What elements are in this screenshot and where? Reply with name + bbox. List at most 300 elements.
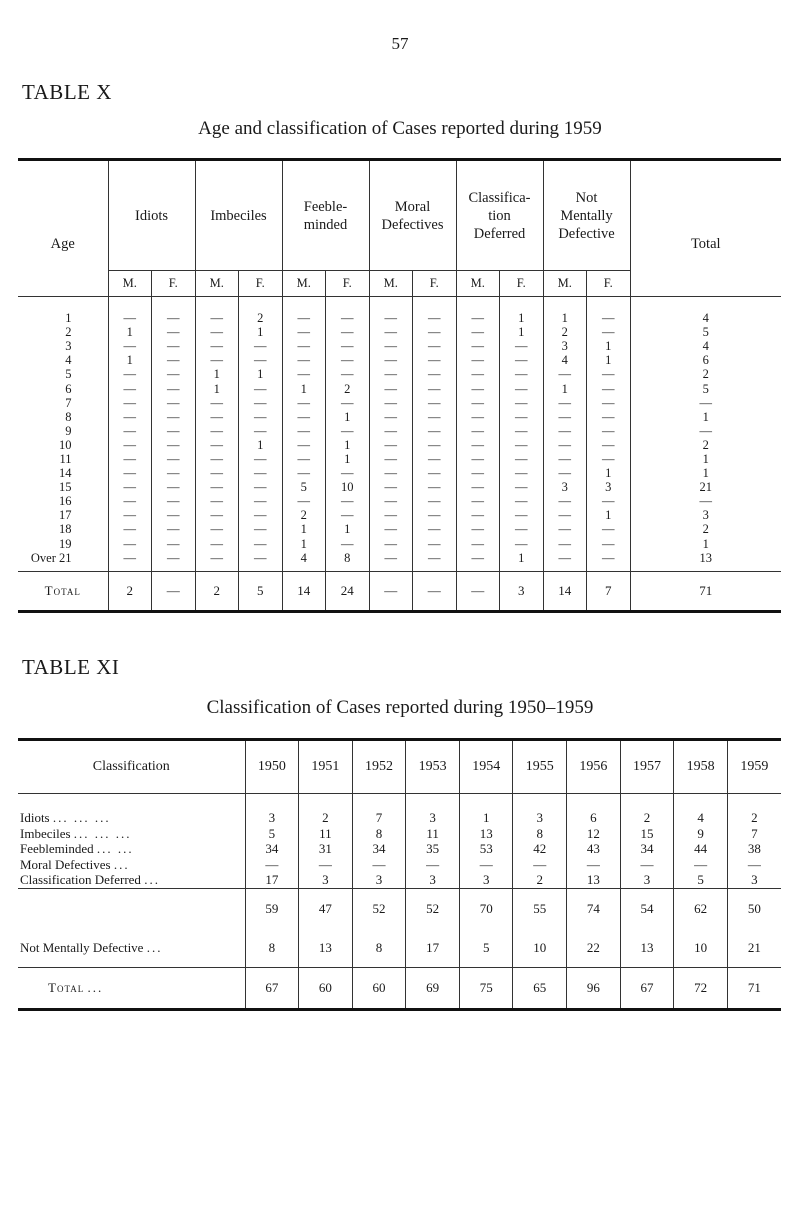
count-cell: — bbox=[152, 438, 196, 452]
subtotal-value: 70 bbox=[459, 888, 513, 929]
page-number: 57 bbox=[391, 34, 409, 53]
count-cell: — bbox=[500, 396, 544, 410]
count-cell: 1 bbox=[587, 353, 631, 367]
year-header: 1953 bbox=[406, 740, 460, 794]
count-cell: — bbox=[543, 367, 587, 381]
total-row-cell: 2 bbox=[195, 571, 239, 611]
age-cell: 17 bbox=[59, 508, 72, 523]
count-cell: — bbox=[239, 522, 283, 536]
count-cell: — bbox=[413, 339, 457, 353]
table-row bbox=[18, 857, 781, 873]
total-cell: — bbox=[630, 396, 781, 410]
count-cell: — bbox=[108, 452, 152, 466]
age-cell: 15 bbox=[59, 480, 72, 495]
age-cell: Over 21 bbox=[30, 550, 72, 565]
year-value: 2 bbox=[299, 794, 353, 826]
total-cell: 1 bbox=[630, 537, 781, 551]
count-cell: — bbox=[369, 297, 413, 326]
count-cell: 5 bbox=[282, 480, 326, 494]
year-value: 67 bbox=[245, 967, 299, 1009]
sex-header-m: M. bbox=[369, 271, 413, 297]
age-cell: 2 bbox=[65, 325, 72, 340]
count-cell: — bbox=[413, 494, 457, 508]
count-cell: — bbox=[500, 438, 544, 452]
year-header: 1956 bbox=[567, 740, 621, 794]
count-cell: 1 bbox=[587, 508, 631, 522]
year-value: 5 bbox=[674, 872, 728, 888]
total-row-cell: — bbox=[456, 571, 500, 611]
year-value: 34 bbox=[352, 841, 406, 857]
subtotal-value: 55 bbox=[513, 888, 567, 929]
subtotal-value: 47 bbox=[299, 888, 353, 929]
table-row bbox=[18, 339, 781, 353]
total-row-cell: 2 bbox=[108, 571, 152, 611]
table-row bbox=[18, 537, 781, 551]
year-value: 5 bbox=[245, 826, 299, 842]
count-cell: — bbox=[326, 325, 370, 339]
count-cell: — bbox=[326, 353, 370, 367]
age-cell: 8 bbox=[65, 409, 72, 424]
count-cell: — bbox=[413, 381, 457, 395]
table-x-label: TABLE X bbox=[22, 80, 112, 104]
count-cell: — bbox=[413, 325, 457, 339]
total-row-cell: — bbox=[152, 571, 196, 611]
table-row bbox=[18, 967, 781, 1009]
count-cell: — bbox=[369, 551, 413, 572]
classification-cell bbox=[18, 872, 245, 888]
table-row bbox=[18, 551, 781, 572]
count-cell: — bbox=[108, 381, 152, 395]
count-cell: — bbox=[500, 522, 544, 536]
year-value: 75 bbox=[459, 967, 513, 1009]
sex-header-f: F. bbox=[500, 271, 544, 297]
table-row bbox=[18, 522, 781, 536]
count-cell: 1 bbox=[500, 325, 544, 339]
classification-cell bbox=[18, 826, 245, 842]
count-cell: — bbox=[239, 339, 283, 353]
count-cell: — bbox=[456, 424, 500, 438]
count-cell: — bbox=[456, 537, 500, 551]
count-cell: — bbox=[369, 424, 413, 438]
count-cell: — bbox=[108, 367, 152, 381]
year-value: 22 bbox=[567, 929, 621, 968]
year-value: 13 bbox=[567, 872, 621, 888]
count-cell: — bbox=[195, 410, 239, 424]
count-cell: — bbox=[369, 537, 413, 551]
total-cell: 2 bbox=[630, 522, 781, 536]
count-cell: — bbox=[413, 551, 457, 572]
year-value: — bbox=[513, 857, 567, 873]
count-cell: 2 bbox=[543, 325, 587, 339]
year-value: 60 bbox=[352, 967, 406, 1009]
count-cell: — bbox=[369, 396, 413, 410]
year-value: 3 bbox=[352, 872, 406, 888]
year-value: 21 bbox=[727, 929, 781, 968]
table-row bbox=[18, 480, 781, 494]
table-xi-caption: Classification of Cases reported during 1950–1959 bbox=[206, 697, 594, 718]
count-cell: — bbox=[152, 353, 196, 367]
year-value: — bbox=[299, 857, 353, 873]
age-cell: 9 bbox=[65, 423, 72, 438]
count-cell: — bbox=[543, 396, 587, 410]
total-row-cell: — bbox=[413, 571, 457, 611]
count-cell: 2 bbox=[326, 381, 370, 395]
count-cell: 1 bbox=[587, 339, 631, 353]
count-cell: — bbox=[456, 466, 500, 480]
count-cell: — bbox=[152, 522, 196, 536]
year-value: 3 bbox=[406, 872, 460, 888]
year-value: 5 bbox=[459, 929, 513, 968]
count-cell: — bbox=[152, 325, 196, 339]
sex-header-m: M. bbox=[195, 271, 239, 297]
year-value: 2 bbox=[727, 794, 781, 826]
year-value: 3 bbox=[459, 872, 513, 888]
count-cell: 1 bbox=[326, 438, 370, 452]
sex-header-f: F. bbox=[239, 271, 283, 297]
year-value: 53 bbox=[459, 841, 513, 857]
count-cell: — bbox=[587, 551, 631, 572]
year-value: 3 bbox=[513, 794, 567, 826]
count-cell: — bbox=[326, 466, 370, 480]
year-value: 65 bbox=[513, 967, 567, 1009]
total-row-cell: 14 bbox=[282, 571, 326, 611]
total-cell: 1 bbox=[630, 452, 781, 466]
count-cell: — bbox=[413, 508, 457, 522]
year-value: — bbox=[567, 857, 621, 873]
total-cell: 13 bbox=[630, 551, 781, 572]
count-cell: — bbox=[369, 410, 413, 424]
count-cell: — bbox=[456, 522, 500, 536]
table-row bbox=[18, 872, 781, 888]
count-cell: — bbox=[456, 325, 500, 339]
count-cell: — bbox=[282, 438, 326, 452]
table-row bbox=[18, 381, 781, 395]
group-header: Classifica- tion Deferred bbox=[456, 160, 543, 271]
count-cell: — bbox=[587, 297, 631, 326]
count-cell: 1 bbox=[500, 551, 544, 572]
year-value: 3 bbox=[299, 872, 353, 888]
group-header: Not Mentally Defective bbox=[543, 160, 630, 271]
table-x bbox=[18, 158, 781, 613]
year-value: 43 bbox=[567, 841, 621, 857]
count-cell: 1 bbox=[282, 522, 326, 536]
count-cell: — bbox=[500, 367, 544, 381]
count-cell: — bbox=[500, 494, 544, 508]
count-cell: 1 bbox=[543, 297, 587, 326]
total-cell: 2 bbox=[630, 367, 781, 381]
table-row bbox=[18, 297, 781, 326]
count-cell: — bbox=[152, 297, 196, 326]
total-cell: 21 bbox=[630, 480, 781, 494]
count-cell: — bbox=[108, 508, 152, 522]
year-value: — bbox=[245, 857, 299, 873]
year-header: 1950 bbox=[245, 740, 299, 794]
count-cell: — bbox=[108, 339, 152, 353]
total-row-cell: 71 bbox=[630, 571, 781, 611]
count-cell: 1 bbox=[326, 410, 370, 424]
count-cell: — bbox=[108, 522, 152, 536]
table-row bbox=[18, 494, 781, 508]
count-cell: — bbox=[326, 297, 370, 326]
year-value: 9 bbox=[674, 826, 728, 842]
year-value: 17 bbox=[245, 872, 299, 888]
classification-header: Classification bbox=[18, 740, 245, 794]
count-cell: — bbox=[543, 508, 587, 522]
age-cell: 14 bbox=[59, 466, 72, 481]
year-value: — bbox=[727, 857, 781, 873]
year-value: — bbox=[406, 857, 460, 873]
count-cell: — bbox=[282, 424, 326, 438]
table-row bbox=[18, 794, 781, 826]
count-cell: — bbox=[282, 367, 326, 381]
count-cell: — bbox=[500, 339, 544, 353]
total-row-cell: 7 bbox=[587, 571, 631, 611]
count-cell: — bbox=[413, 297, 457, 326]
count-cell: — bbox=[239, 410, 283, 424]
year-value: 8 bbox=[513, 826, 567, 842]
count-cell: — bbox=[326, 494, 370, 508]
total-cell: — bbox=[630, 494, 781, 508]
count-cell: — bbox=[543, 438, 587, 452]
age-cell: 5 bbox=[65, 367, 72, 382]
count-cell: — bbox=[543, 424, 587, 438]
count-cell: — bbox=[543, 410, 587, 424]
table-row bbox=[18, 325, 781, 339]
count-cell: — bbox=[152, 339, 196, 353]
table-row bbox=[18, 452, 781, 466]
count-cell: — bbox=[413, 396, 457, 410]
count-cell: 1 bbox=[282, 537, 326, 551]
count-cell: — bbox=[369, 381, 413, 395]
count-cell: — bbox=[413, 353, 457, 367]
sex-header-m: M. bbox=[543, 271, 587, 297]
count-cell: — bbox=[282, 494, 326, 508]
count-cell: — bbox=[282, 466, 326, 480]
count-cell: — bbox=[282, 325, 326, 339]
count-cell: — bbox=[239, 466, 283, 480]
count-cell: — bbox=[369, 438, 413, 452]
year-header: 1951 bbox=[299, 740, 353, 794]
count-cell: — bbox=[195, 508, 239, 522]
count-cell: 1 bbox=[326, 522, 370, 536]
total-cell: 5 bbox=[630, 381, 781, 395]
sex-header-f: F. bbox=[413, 271, 457, 297]
age-cell: 18 bbox=[59, 522, 72, 537]
count-cell: — bbox=[152, 537, 196, 551]
sex-header-f: F. bbox=[587, 271, 631, 297]
age-cell: 11 bbox=[59, 451, 72, 466]
count-cell: — bbox=[239, 508, 283, 522]
subtotal-value: 74 bbox=[567, 888, 621, 929]
year-value: 3 bbox=[406, 794, 460, 826]
year-value: 15 bbox=[620, 826, 674, 842]
total-cell: 3 bbox=[630, 508, 781, 522]
count-cell: — bbox=[587, 424, 631, 438]
count-cell: — bbox=[195, 438, 239, 452]
count-cell: — bbox=[413, 480, 457, 494]
count-cell: — bbox=[195, 522, 239, 536]
count-cell: — bbox=[195, 452, 239, 466]
count-cell: — bbox=[369, 480, 413, 494]
count-cell: — bbox=[195, 537, 239, 551]
count-cell: — bbox=[108, 396, 152, 410]
classification-name: Moral Defectives bbox=[20, 856, 111, 872]
total-cell: 4 bbox=[630, 297, 781, 326]
classification-name: Imbeciles bbox=[20, 825, 71, 841]
table-row bbox=[18, 410, 781, 424]
count-cell: — bbox=[456, 508, 500, 522]
year-value: 31 bbox=[299, 841, 353, 857]
leader-dots: ... ... ... bbox=[52, 810, 111, 825]
age-cell: 1 bbox=[65, 311, 72, 326]
group-header: Moral Defectives bbox=[369, 160, 456, 271]
count-cell: — bbox=[326, 537, 370, 551]
count-cell: — bbox=[500, 381, 544, 395]
table-row bbox=[18, 929, 781, 968]
age-cell: 3 bbox=[65, 339, 72, 354]
group-header: Imbeciles bbox=[195, 160, 282, 271]
count-cell: — bbox=[239, 494, 283, 508]
table-row bbox=[18, 424, 781, 438]
classification-cell bbox=[18, 794, 245, 826]
year-value: 44 bbox=[674, 841, 728, 857]
year-value: 67 bbox=[620, 967, 674, 1009]
year-value: 60 bbox=[299, 967, 353, 1009]
count-cell: — bbox=[108, 480, 152, 494]
group-header: Feeble- minded bbox=[282, 160, 369, 271]
group-header: Idiots bbox=[108, 160, 195, 271]
year-header: 1957 bbox=[620, 740, 674, 794]
age-header: Age bbox=[18, 160, 108, 297]
count-cell: 3 bbox=[587, 480, 631, 494]
count-cell: — bbox=[413, 537, 457, 551]
year-value: 7 bbox=[352, 794, 406, 826]
count-cell: — bbox=[195, 353, 239, 367]
count-cell: — bbox=[108, 297, 152, 326]
count-cell: — bbox=[500, 508, 544, 522]
sex-header-f: F. bbox=[152, 271, 196, 297]
count-cell: 4 bbox=[282, 551, 326, 572]
subtotal-value: 52 bbox=[352, 888, 406, 929]
year-header: 1955 bbox=[513, 740, 567, 794]
leader-dots: ... bbox=[113, 856, 130, 872]
year-value: 2 bbox=[620, 794, 674, 826]
year-value: 72 bbox=[674, 967, 728, 1009]
year-value: 6 bbox=[567, 794, 621, 826]
count-cell: — bbox=[543, 537, 587, 551]
total-cell: 4 bbox=[630, 339, 781, 353]
year-value: — bbox=[620, 857, 674, 873]
count-cell: — bbox=[369, 339, 413, 353]
year-header: 1959 bbox=[727, 740, 781, 794]
leader-dots: ... ... bbox=[96, 841, 134, 856]
count-cell: — bbox=[456, 480, 500, 494]
classification-name: Classification Deferred bbox=[20, 872, 141, 887]
count-cell: — bbox=[456, 438, 500, 452]
year-value: 34 bbox=[620, 841, 674, 857]
count-cell: — bbox=[326, 424, 370, 438]
count-cell: — bbox=[152, 367, 196, 381]
table-row bbox=[18, 367, 781, 381]
table-row bbox=[18, 466, 781, 480]
year-value: — bbox=[459, 857, 513, 873]
count-cell: — bbox=[152, 480, 196, 494]
count-cell: 1 bbox=[587, 466, 631, 480]
total-row-cell: 3 bbox=[500, 571, 544, 611]
total-cell: 1 bbox=[630, 410, 781, 424]
count-cell: — bbox=[152, 466, 196, 480]
count-cell: — bbox=[326, 396, 370, 410]
count-cell: — bbox=[500, 480, 544, 494]
count-cell: — bbox=[369, 494, 413, 508]
count-cell: — bbox=[413, 438, 457, 452]
count-cell: — bbox=[282, 396, 326, 410]
age-cell: 7 bbox=[65, 395, 72, 410]
count-cell: — bbox=[152, 396, 196, 410]
total-cell: 1 bbox=[630, 466, 781, 480]
count-cell: — bbox=[500, 466, 544, 480]
count-cell: — bbox=[456, 381, 500, 395]
total-row-cell: 24 bbox=[326, 571, 370, 611]
year-value: 8 bbox=[352, 826, 406, 842]
count-cell: — bbox=[456, 297, 500, 326]
count-cell: — bbox=[500, 537, 544, 551]
count-cell: 2 bbox=[282, 508, 326, 522]
age-cell: 4 bbox=[65, 353, 72, 368]
count-cell: — bbox=[195, 424, 239, 438]
count-cell: — bbox=[326, 367, 370, 381]
subtotal-value: 54 bbox=[620, 888, 674, 929]
count-cell: 8 bbox=[326, 551, 370, 572]
subtotal-row bbox=[18, 888, 781, 929]
count-cell: 3 bbox=[543, 480, 587, 494]
count-cell: — bbox=[326, 508, 370, 522]
total-cell: 5 bbox=[630, 325, 781, 339]
count-cell: — bbox=[282, 452, 326, 466]
count-cell: 4 bbox=[543, 353, 587, 367]
count-cell: — bbox=[456, 339, 500, 353]
count-cell: — bbox=[413, 410, 457, 424]
age-cell: 19 bbox=[59, 536, 72, 551]
year-value: 8 bbox=[352, 929, 406, 968]
count-cell: — bbox=[282, 339, 326, 353]
count-cell: — bbox=[456, 452, 500, 466]
sex-header-f: F. bbox=[326, 271, 370, 297]
total-cell: — bbox=[630, 424, 781, 438]
year-header: 1954 bbox=[459, 740, 513, 794]
subtotal-value: 50 bbox=[727, 888, 781, 929]
count-cell: — bbox=[587, 452, 631, 466]
count-cell: — bbox=[282, 410, 326, 424]
subtotal-value: 52 bbox=[406, 888, 460, 929]
year-value: 11 bbox=[406, 826, 460, 842]
count-cell: — bbox=[108, 410, 152, 424]
count-cell: 1 bbox=[195, 367, 239, 381]
count-cell: — bbox=[587, 410, 631, 424]
count-cell: 10 bbox=[326, 480, 370, 494]
count-cell: — bbox=[500, 353, 544, 367]
year-value: 42 bbox=[513, 841, 567, 857]
count-cell: — bbox=[500, 452, 544, 466]
table-x-caption: Age and classification of Cases reported during 1959 bbox=[198, 118, 602, 139]
count-cell: — bbox=[587, 494, 631, 508]
year-value: — bbox=[674, 857, 728, 873]
count-cell: — bbox=[413, 522, 457, 536]
count-cell: — bbox=[152, 452, 196, 466]
count-cell: — bbox=[152, 424, 196, 438]
count-cell: — bbox=[369, 452, 413, 466]
count-cell: — bbox=[500, 424, 544, 438]
